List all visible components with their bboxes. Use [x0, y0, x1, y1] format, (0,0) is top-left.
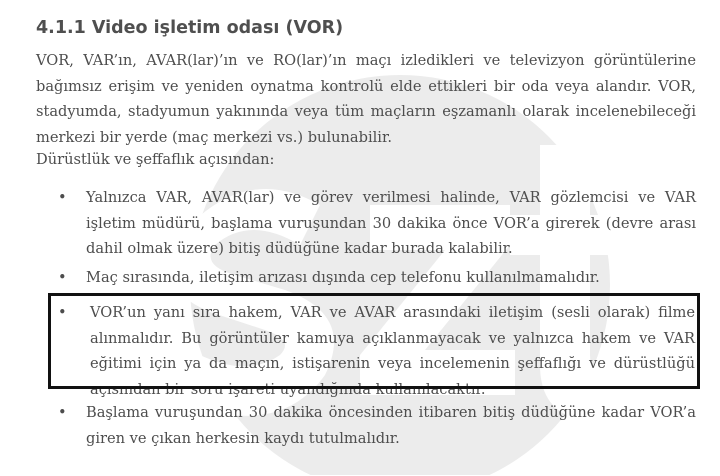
highlight-box	[48, 293, 700, 389]
subheading: Dürüstlük ve şeffaflık açısından:	[36, 151, 275, 168]
list-item	[58, 400, 698, 450]
list-item	[58, 185, 698, 265]
list-item	[58, 265, 698, 291]
intro-paragraph: VOR, VAR’ın, AVAR(lar)’ın ve RO(lar)’ın maçı izledikleri ve televizyon görüntülerine bağımsız erişim ve yeniden oynatma kontrolü elde ettikleri bir oda veya alandır. VOR, stadyumda, stadyumun yakınında veya tüm maçların eşzamanlı olarak incelenebileceği merkezi bir yerde (maç merkezi vs.) bulunabilir.	[36, 52, 696, 146]
bullet-icon: •	[58, 189, 67, 206]
bullet-icon: •	[58, 269, 67, 286]
bullet-icon: •	[58, 304, 67, 321]
list-item-text: Yalnızca VAR, AVAR(lar) ve görev verilmesi halinde, VAR gözlemcisi ve VAR işletim müdürü, başlama vuruşundan 30 dakika önce VOR’a girerek (devre arası dahil olmak üzere) bitiş düdüğüne kadar burada kalabilir.	[86, 189, 696, 257]
list-item-text: VOR’un yanı sıra hakem, VAR ve AVAR arasındaki iletişim (sesli olarak) filme alınmalıdır. Bu görüntüler kamuya açıklanmayacak ve yalnızca hakem ve VAR eğitimi için ya da maçın, istişarenin veya incelemenin şeffaflığı ve dürüstlüğü açısından bir soru işareti uyandığında kullanılacaktır.	[90, 304, 695, 398]
section-heading: 4.1.1 Video işletim odası (VOR)	[36, 18, 344, 38]
bullet-icon: •	[58, 404, 67, 421]
list-item-text: Maç sırasında, iletişim arızası dışında cep telefonu kullanılmamalıdır.	[86, 269, 600, 286]
list-item-text: Başlama vuruşundan 30 dakika öncesinden itibaren bitiş düdüğüne kadar VOR’a giren ve çıkan herkesin kaydı tutulmalıdır.	[86, 404, 696, 447]
